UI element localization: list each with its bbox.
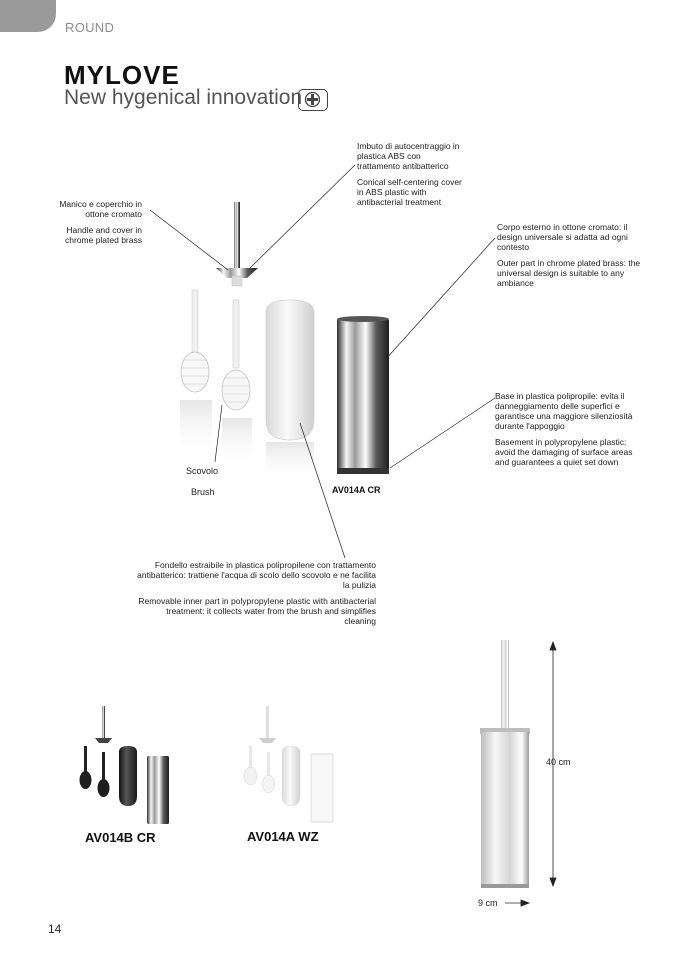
note-body-it: Corpo esterno in ottone cromato: il design universale si adatta ad ogni contesto xyxy=(497,222,628,252)
product-code-main: AV014A CR xyxy=(332,485,381,495)
note-inner-it: Fondello estraibile in plastica polipropilene con trattamento antibatterico: trattiene l'acqua di scolo dello scovolo e ne facilita la pulizia xyxy=(137,560,376,590)
product-code-black: AV014B CR xyxy=(85,830,156,845)
assembled-product xyxy=(480,640,530,888)
note-base xyxy=(495,391,647,473)
handle-and-cover xyxy=(216,202,258,286)
note-body-en: Outer part in chrome plated brass: the universal design is suitable to any ambiance xyxy=(497,258,641,288)
note-funnel-en: Conical self-centering cover in ABS plastic with antibacterial treatment xyxy=(357,177,462,207)
note-funnel xyxy=(357,141,462,213)
dimension-width: 9 cm xyxy=(478,898,498,908)
note-base-it: Base in plastica polipropile: evita il danneggiamento delle superfici e garantisce una maggiore silenziosità durante l'appoggio xyxy=(495,391,633,431)
page-number: 14 xyxy=(48,922,62,936)
note-handle-it: Manico e coperchio in ottone cromato xyxy=(59,199,142,219)
black-variant-set xyxy=(80,706,170,824)
note-inner-en: Removable inner part in polypropylene plastic with antibacterial treatment: it collects water from the brush and simplifies cleaning xyxy=(138,596,376,626)
section-label: ROUND xyxy=(65,20,115,35)
page-title: MYLOVE xyxy=(64,60,180,90)
note-funnel-it: Imbuto di autocentraggio in plastica ABS con trattamento antibatterico xyxy=(357,141,460,171)
note-handle-en: Handle and cover in chrome plated brass xyxy=(64,225,142,245)
note-inner xyxy=(136,560,376,632)
note-base-en: Basement in polypropylene plastic: avoid the damaging of surface areas and guarantees a quiet set down xyxy=(495,437,633,467)
inner-container xyxy=(266,300,314,482)
note-brush-it: Scovolo xyxy=(186,466,219,476)
note-brush-en: Brush xyxy=(191,487,215,497)
note-handle xyxy=(50,199,142,251)
brush-illustration xyxy=(180,290,252,468)
note-body xyxy=(497,222,642,294)
product-code-white: AV014A WZ xyxy=(247,829,319,844)
chrome-body xyxy=(337,316,389,474)
page-subtitle: New hygenical innovation xyxy=(64,86,303,109)
white-variant-set xyxy=(245,706,334,822)
dimension-height: 40 cm xyxy=(546,757,571,767)
